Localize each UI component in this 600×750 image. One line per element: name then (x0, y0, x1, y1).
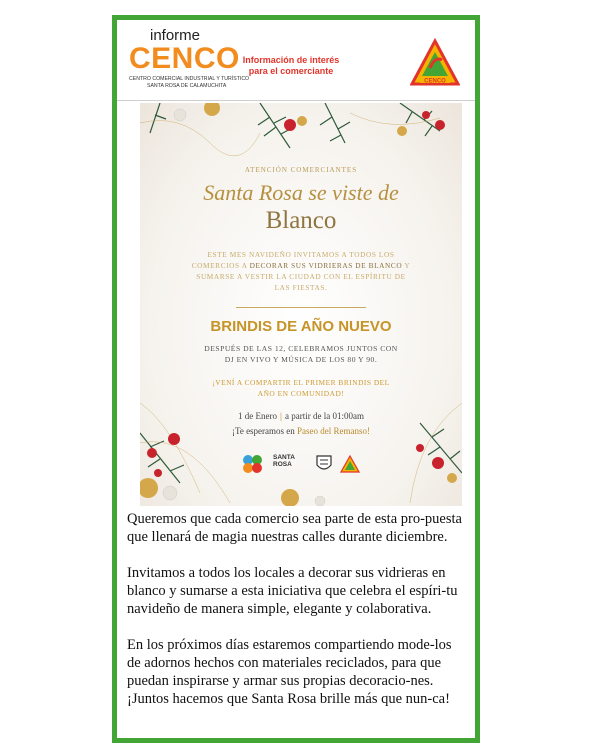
christmas-decoration-icon (140, 103, 462, 506)
logo-santa: SANTA (273, 454, 295, 461)
santa-rosa-logo-icon (240, 454, 270, 474)
article-paragraph-4: ¡Juntos hacemos que Santa Rosa brille más que nun-ca! (127, 691, 450, 707)
poster-date (140, 411, 462, 421)
poster-date-day: 1 de Enero (238, 411, 277, 421)
municipal-shield-icon (316, 455, 332, 473)
poster-title-line1: Santa Rosa se viste de (203, 180, 399, 205)
poster-logos (240, 454, 364, 474)
newsletter-frame (112, 15, 480, 743)
poster-cta-line1: ¡VENÍ A COMPARTIR EL PRIMER BRINDIS DEL (212, 378, 390, 387)
poster-place: Paseo del Remanso! (297, 426, 371, 436)
tagline-line-2: para el comerciante (248, 66, 334, 76)
logo-rosa: ROSA (273, 461, 292, 468)
header-tagline (241, 55, 341, 77)
poster-details-line2: DJ EN VIVO Y MÚSICA DE LOS 80 Y 90. (224, 355, 378, 364)
santa-rosa-wordmark (273, 454, 295, 468)
poster-details (195, 343, 407, 365)
poster-body-pre: ESTE MES NAVIDEÑO INVITAMOS A TODOS LOS COMERCIOS A (191, 250, 395, 270)
informe-label: informe (150, 27, 201, 44)
poster-date-time: a partir de la 01:00am (284, 411, 364, 421)
svg-text:CENCO: CENCO (424, 78, 446, 85)
poster-cta-line2: AÑO EN COMUNIDAD! (257, 389, 345, 398)
newsletter-header (117, 20, 475, 100)
poster-wait-text: ¡Te esperamos en (231, 426, 298, 436)
tagline-line-1: Información de interés (242, 55, 340, 65)
poster-attention: ATENCIÓN COMERCIANTES (244, 166, 358, 174)
poster-details-line1: DESPUÉS DE LAS 12, CELEBRAMOS JUNTOS CON (204, 344, 398, 353)
poster-body (190, 249, 412, 293)
header-divider (117, 100, 475, 101)
article-paragraph-2: Invitamos a todos los locales a decorar sus vidrieras en blanco y sumarse a esta iniciativa que celebra el espíri-tu navideño de manera simple, elegante y colaborativa. (127, 565, 458, 617)
date-separator-icon: | (280, 411, 282, 421)
poster-cta (195, 377, 407, 399)
poster-brindis-title: BRINDIS DE AÑO NUEVO (210, 318, 392, 335)
poster-body-highlight: DECORAR SUS VIDRIERAS DE BLANCO (249, 261, 403, 270)
poster-title-line2: Blanco (265, 207, 337, 234)
poster-location (140, 426, 462, 436)
article-paragraph-3: En los próximos días estaremos compartiendo mode-los de adornos hechos con materiales reciclados, para que puedan inspirarse y armar sus propias decoracio-nes. (127, 637, 452, 689)
cenco-small-logo-icon (340, 455, 360, 473)
poster-divider (236, 307, 366, 308)
brand-subtitle-1: CENTRO COMERCIAL INDUSTRIAL Y TURÍSTICO (129, 76, 250, 82)
brand-name: CENCO (129, 42, 240, 75)
article-text (127, 510, 467, 708)
event-poster (140, 103, 462, 506)
cenco-logo-icon (410, 38, 460, 88)
brand-subtitle-2: SANTA ROSA DE CALAMUCHITA (147, 83, 227, 89)
article-paragraph-1: Queremos que cada comercio sea parte de esta pro-puesta que llenará de magia nuestras calles durante diciembre. (127, 511, 462, 545)
poster-body-post: Y SUMARSE A VESTIR LA CIUDAD CON EL ESPÍRITU DE LAS FIESTAS. (196, 261, 411, 292)
